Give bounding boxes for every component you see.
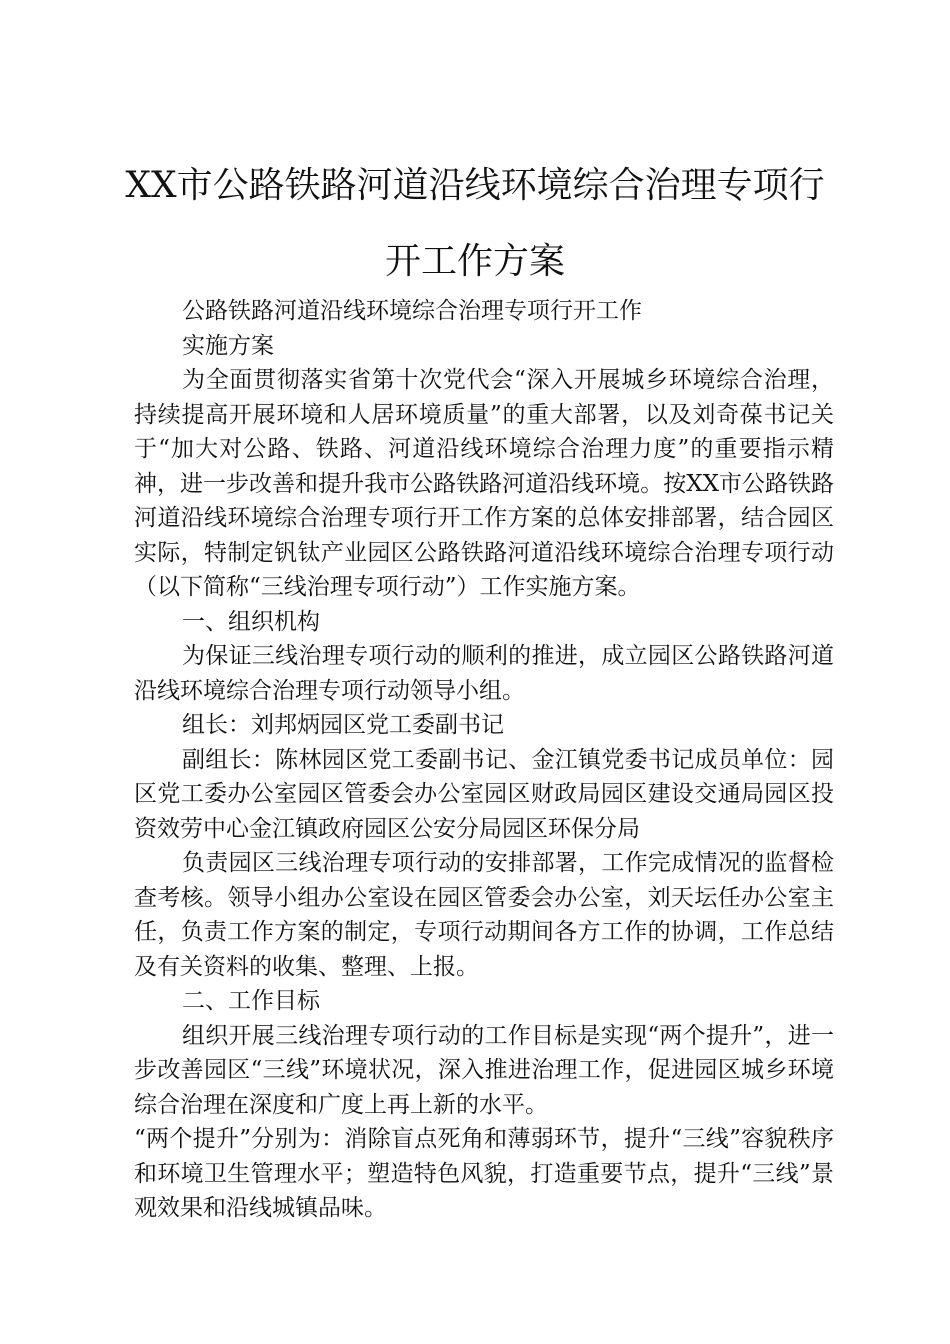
organization-paragraph: 为保证三线治理专项行动的顺利的推进，成立园区公路铁路河道沿线环境综合治理专项行动领导小组。: [134, 643, 834, 704]
intro-paragraph: 为全面贯彻落实省第十次党代会“深入开展城乡环境综合治理，持续提高开展环境和人居环境质量”的重大部署，以及刘奇葆书记关于“加大对公路、铁路、河道沿线环境综合治理力度”的重要指示精神，进一步改善和提升我市公路铁路河道沿线环境。按XX市公路铁路河道沿线环境综合治理专项行开工作方案的总体安排部署，结合园区实际，特制定钒钛产业园区公路铁路河道沿线环境综合治理专项行动（以下简称“三线治理专项行动”）工作实施方案。: [134, 367, 834, 600]
responsibility-paragraph: 负责园区三线治理专项行动的安排部署，工作完成情况的监督检查考核。领导小组办公室设在园区管委会办公室，刘天坛任办公室主任，负责工作方案的制定，专项行动期间各方工作的协调，工作总结及有关资料的收集、整理、上报。: [134, 850, 834, 980]
section-heading-goals: 二、工作目标: [182, 988, 320, 1014]
two-improvements-paragraph: “两个提升”分别为：消除盲点死角和薄弱环节，提升“三线”容貌秩序和环境卫生管理水平；塑造特色风貌，打造重要节点，提升“三线”景观效果和沿线城镇品味。: [134, 1126, 834, 1221]
document-title-line-1: XX市公路铁路河道沿线环境综合治理专项行: [125, 165, 825, 206]
subtitle-line-2: 实施方案: [182, 332, 274, 359]
document-title-line-2: 开工作方案: [384, 241, 565, 282]
goals-paragraph: 组织开展三线治理专项行动的工作目标是实现“两个提升”，进一步改善园区“三线”环境状况，深入推进治理工作，促进园区城乡环境综合治理在深度和广度上再上新的水平。: [134, 1022, 834, 1118]
section-heading-organization: 一、组织机构: [182, 608, 320, 635]
document-body: [134, 294, 834, 1226]
subtitle-line-1: 公路铁路河道沿线环境综合治理专项行开工作: [182, 298, 642, 324]
team-leader-line: 组长：刘邦炳园区党工委副书记: [182, 712, 504, 738]
deputy-leader-members-paragraph: 副组长：陈林园区党工委副书记、金江镇党委书记成员单位：园区党工委办公室园区管委会办公室园区财政局园区建设交通局园区投资效劳中心金江镇政府园区公安分局园区环保分局: [134, 746, 834, 842]
